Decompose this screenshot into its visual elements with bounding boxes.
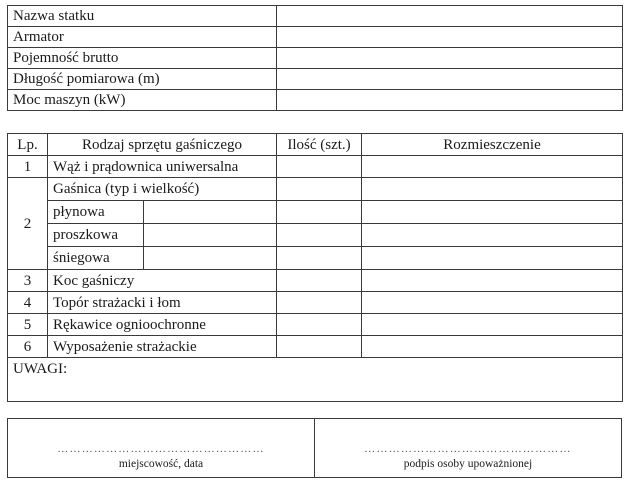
signature-caption: podpis osoby upoważnionej [403,458,533,470]
engine-power-label: Moc maszyn (kW) [8,90,277,111]
header-equipment-type: Rodzaj sprzętu gaśniczego [48,134,277,156]
row-number: 5 [8,314,48,336]
location-field[interactable] [362,247,623,270]
quantity-field[interactable] [277,247,362,270]
row-number: 6 [8,336,48,358]
location-field[interactable] [362,178,623,201]
notes-field[interactable] [8,358,623,402]
quantity-field[interactable] [277,156,362,178]
extinguisher-detail-field[interactable] [144,201,277,224]
table-row [8,292,623,314]
location-field[interactable] [362,314,623,336]
header-location: Rozmieszczenie [362,134,623,156]
ship-info-row [8,90,623,111]
header-quantity: Ilość (szt.) [277,134,362,156]
equipment-name: Wąż i prądownica uniwersalna [48,156,277,178]
location-field[interactable] [362,336,623,358]
ship-info-row [8,69,623,90]
table-subrow [8,224,623,247]
equipment-name: Rękawice ognioochronne [48,314,277,336]
ship-name-label: Nazwa statku [8,6,277,27]
extinguisher-detail-field[interactable] [144,224,277,247]
row-number: 4 [8,292,48,314]
place-date-field[interactable] [8,419,314,477]
table-row [8,270,623,292]
location-field[interactable] [362,201,623,224]
signature-box [7,418,622,478]
table-row [8,336,623,358]
dotted-line: …………………………………………… [57,443,265,455]
length-label: Długość pomiarowa (m) [8,69,277,90]
extinguisher-detail-field[interactable] [144,247,277,270]
notes-row [8,358,623,402]
engine-power-field[interactable] [277,90,623,111]
dotted-line: …………………………………………… [364,443,572,455]
location-field[interactable] [362,270,623,292]
notes-label: UWAGI: [13,361,68,377]
ship-info-row [8,48,623,69]
equipment-name: Topór strażacki i łom [48,292,277,314]
row-number: 2 [8,178,48,270]
table-subrow [8,201,623,224]
equipment-name: Gaśnica (typ i wielkość) [48,178,277,201]
ship-info-table [7,5,623,111]
place-date-caption: miejscowość, data [118,458,204,470]
table-subrow [8,247,623,270]
row-number: 1 [8,156,48,178]
table-row [8,314,623,336]
gross-tonnage-field[interactable] [277,48,623,69]
signature-field[interactable] [314,419,621,477]
extinguisher-type-fluid: płynowa [48,201,144,224]
quantity-field[interactable] [277,314,362,336]
ship-info-row [8,6,623,27]
quantity-field[interactable] [277,178,362,201]
equipment-name: Wyposażenie strażackie [48,336,277,358]
quantity-field[interactable] [277,270,362,292]
ship-name-field[interactable] [277,6,623,27]
header-lp: Lp. [8,134,48,156]
equipment-name: Koc gaśniczy [48,270,277,292]
table-header-row [8,134,623,156]
shipowner-field[interactable] [277,27,623,48]
quantity-field[interactable] [277,224,362,247]
quantity-field[interactable] [277,336,362,358]
shipowner-label: Armator [8,27,277,48]
quantity-field[interactable] [277,201,362,224]
quantity-field[interactable] [277,292,362,314]
ship-info-row [8,27,623,48]
location-field[interactable] [362,224,623,247]
extinguisher-type-snow: śniegowa [48,247,144,270]
location-field[interactable] [362,156,623,178]
equipment-table [7,133,623,402]
row-number: 3 [8,270,48,292]
extinguisher-type-powder: proszkowa [48,224,144,247]
location-field[interactable] [362,292,623,314]
length-field[interactable] [277,69,623,90]
table-row [8,178,623,201]
gross-tonnage-label: Pojemność brutto [8,48,277,69]
table-row [8,156,623,178]
